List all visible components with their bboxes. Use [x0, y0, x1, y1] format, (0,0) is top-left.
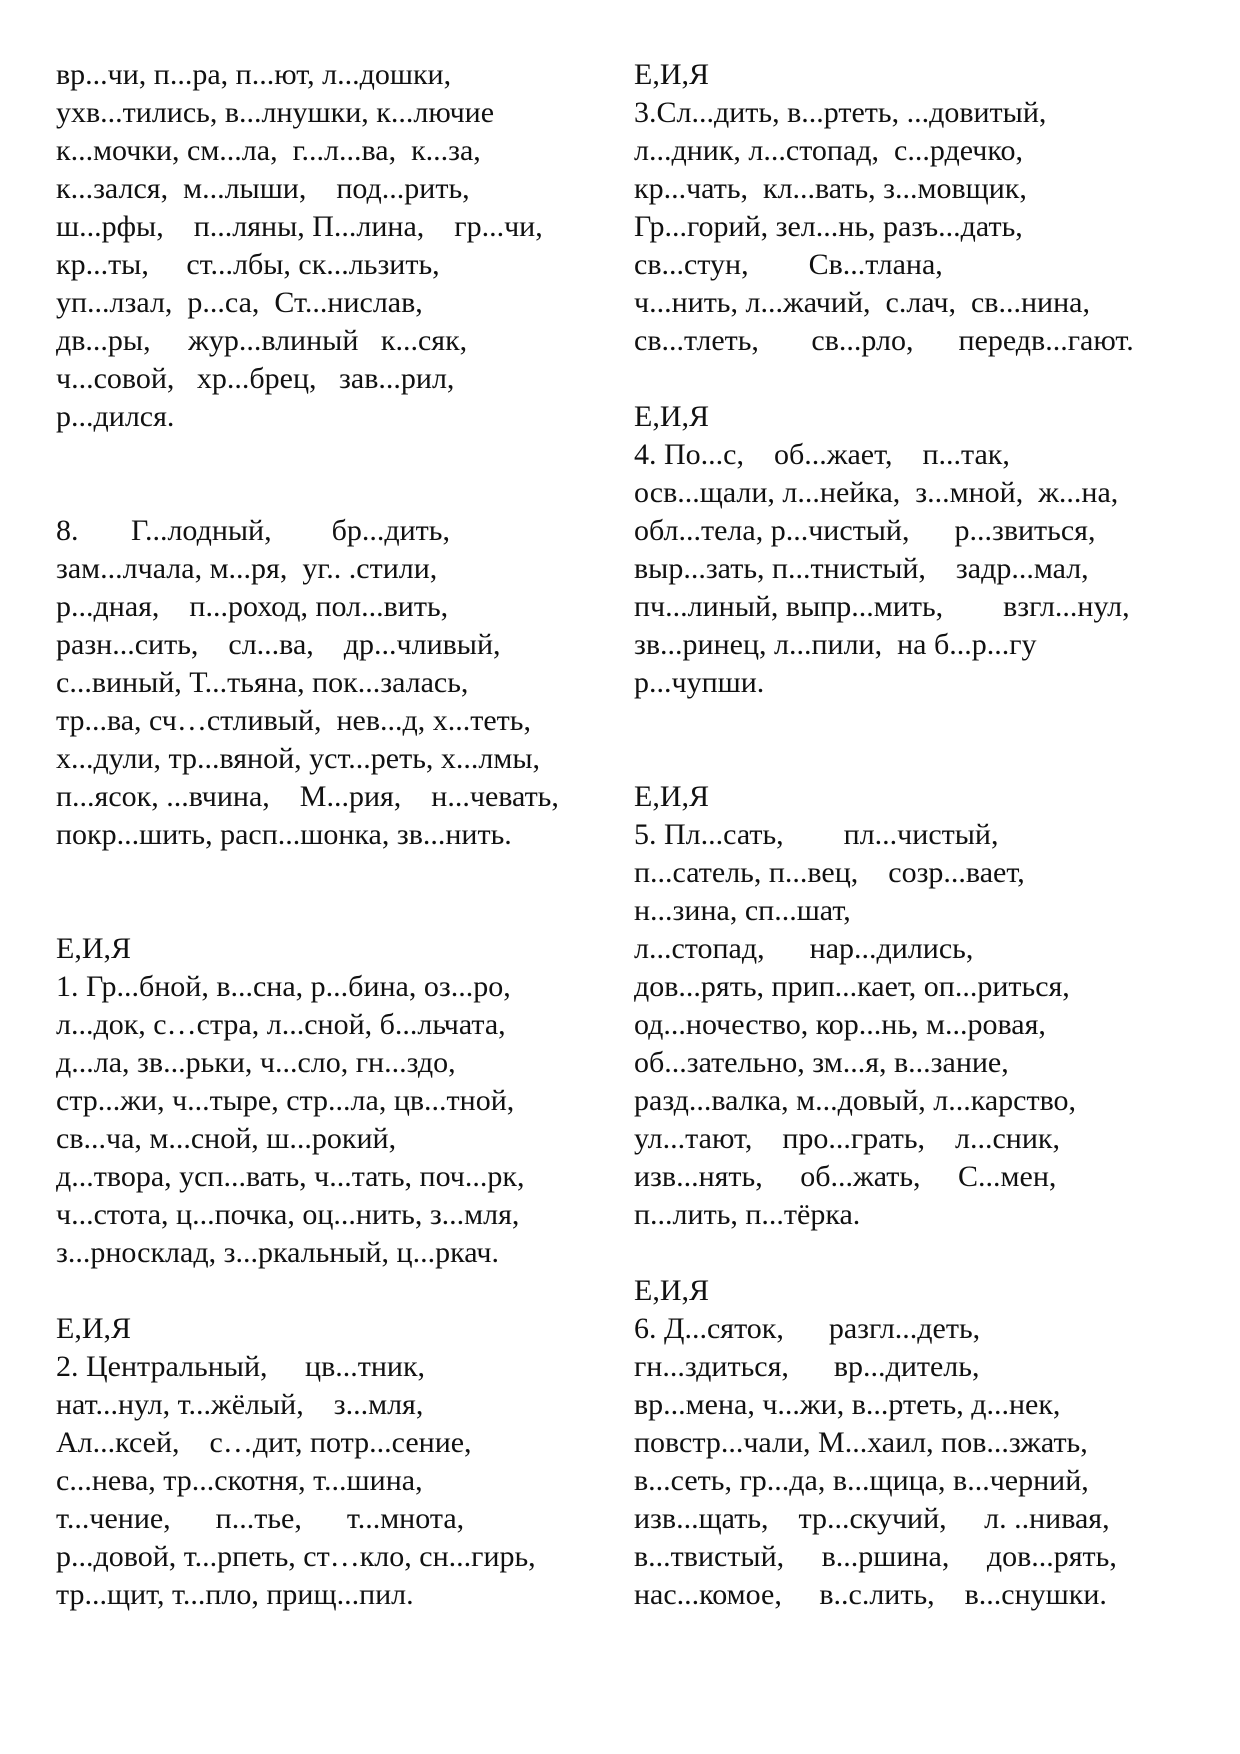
text-line: ч...совой, хр...брец, зав...рил,: [56, 362, 455, 395]
text-line: з...рносклад, з...ркальный, ц...ркач.: [56, 1236, 499, 1269]
exercise-2: [56, 1310, 616, 1614]
text-line: зам...лчала, м...ря, уг.. .стили,: [56, 552, 438, 585]
right-column: [634, 56, 1194, 1614]
text-line: 8. Г...лодный, бр...дить,: [56, 514, 450, 547]
text-line: 6. Д...сяток, разгл...деть,: [634, 1312, 981, 1345]
text-line: од...ночество, кор...нь, м...ровая,: [634, 1008, 1046, 1041]
text-line: разд...валка, м...довый, л...карство,: [634, 1084, 1077, 1117]
text-line: кр...чать, кл...вать, з...мовщик,: [634, 172, 1027, 205]
text-line: ч...стота, ц...почка, оц...нить, з...мля,: [56, 1198, 520, 1231]
text-line: к...мочки, см...ла, г...л...ва, к...за,: [56, 134, 481, 167]
text-line: Гр...горий, зел...нь, разъ...дать,: [634, 210, 1023, 243]
text-line: р...дная, п...роход, пол...вить,: [56, 590, 449, 623]
text-line: осв...щали, л...нейка, з...мной, ж...на,: [634, 476, 1119, 509]
text-line: уп...лзал, р...са, Ст...нислав,: [56, 286, 423, 319]
text-line: ч...нить, л...жачий, с.лач, св...нина,: [634, 286, 1090, 319]
text-line: ухв...тились, в...лнушки, к...лючие: [56, 96, 495, 129]
text-line: л...стопад, нар...дились,: [634, 932, 974, 965]
text-line: зв...ринец, л...пили, на б...р...гу: [634, 628, 1037, 661]
exercise-heading: Е,И,Я: [634, 780, 709, 813]
text-line: тр...ва, сч…стливый, нев...д, х...теть,: [56, 704, 531, 737]
text-line: п...лить, п...тёрка.: [634, 1198, 861, 1231]
text-line: тр...щит, т...пло, прищ...пил.: [56, 1578, 414, 1611]
text-line: изв...нять, об...жать, С...мен,: [634, 1160, 1057, 1193]
text-line: с...виный, Т...тьяна, пок...залась,: [56, 666, 469, 699]
text-line: т...чение, п...тье, т...мнота,: [56, 1502, 465, 1535]
text-line: разн...сить, сл...ва, др...чливый,: [56, 628, 501, 661]
text-line: покр...шить, расп...шонка, зв...нить.: [56, 818, 512, 851]
text-line: д...ла, зв...рьки, ч...сло, гн...здо,: [56, 1046, 456, 1079]
exercise-8: [56, 512, 616, 854]
exercise-heading: Е,И,Я: [56, 1312, 131, 1345]
exercise-heading: Е,И,Я: [56, 932, 131, 965]
exercise-3: [634, 56, 1194, 360]
text-line: 2. Центральный, цв...тник,: [56, 1350, 426, 1383]
text-line: н...зина, сп...шат,: [634, 894, 851, 927]
text-line: л...док, с…стра, л...сной, б...льчата,: [56, 1008, 506, 1041]
text-line: 3.Сл...дить, в...ртеть, ...довитый,: [634, 96, 1047, 129]
text-line: дв...ры, жур...влиный к...сяк,: [56, 324, 468, 357]
left-column: [56, 56, 616, 1614]
text-line: р...чупши.: [634, 666, 765, 699]
text-line: нат...нул, т...жёлый, з...мля,: [56, 1388, 424, 1421]
exercise-heading: Е,И,Я: [634, 58, 709, 91]
text-line: ш...рфы, п...ляны, П...лина, гр...чи,: [56, 210, 543, 243]
text-line: кр...ты, ст...лбы, ск...льзить,: [56, 248, 440, 281]
intro-exercise: [56, 56, 616, 436]
text-line: св...ча, м...сной, ш...рокий,: [56, 1122, 397, 1155]
text-line: об...зательно, зм...я, в...зание,: [634, 1046, 1009, 1079]
text-line: к...зался, м...лыши, под...рить,: [56, 172, 470, 205]
text-line: с...нева, тр...скотня, т...шина,: [56, 1464, 423, 1497]
text-line: нас...комое, в..с.лить, в...снушки.: [634, 1578, 1107, 1611]
text-line: вр...чи, п...ра, п...ют, л...дошки,: [56, 58, 452, 91]
text-line: выр...зать, п...тнистый, задр...мал,: [634, 552, 1089, 585]
text-line: Ал...ксей, с…дит, потр...сение,: [56, 1426, 472, 1459]
text-line: л...дник, л...стопад, с...рдечко,: [634, 134, 1023, 167]
text-line: п...сатель, п...вец, созр...вает,: [634, 856, 1025, 889]
exercise-4: [634, 398, 1194, 702]
text-line: стр...жи, ч...тыре, стр...ла, цв...тной,: [56, 1084, 515, 1117]
text-line: повстр...чали, М...хаил, пов...зжать,: [634, 1426, 1088, 1459]
text-line: св...стун, Св...тлана,: [634, 248, 943, 281]
text-line: х...дули, тр...вяной, уст...реть, х...лмы,: [56, 742, 541, 775]
text-line: 1. Гр...бной, в...сна, р...бина, оз...ро,: [56, 970, 511, 1003]
exercise-heading: Е,И,Я: [634, 1274, 709, 1307]
text-line: изв...щать, тр...скучий, л. ..нивая,: [634, 1502, 1110, 1535]
text-line: д...твора, усп...вать, ч...тать, поч...рк,: [56, 1160, 525, 1193]
exercise-heading: Е,И,Я: [634, 400, 709, 433]
text-line: р...довой, т...рпеть, ст…кло, сн...гирь,: [56, 1540, 536, 1573]
text-line: в...твистый, в...ршина, дов...рять,: [634, 1540, 1117, 1573]
text-line: вр...мена, ч...жи, в...ртеть, д...нек,: [634, 1388, 1061, 1421]
exercise-6: [634, 1272, 1194, 1614]
text-line: дов...рять, прип...кает, оп...риться,: [634, 970, 1070, 1003]
text-line: ул...тают, про...грать, л...сник,: [634, 1122, 1060, 1155]
text-line: св...тлеть, св...рло, передв...гают.: [634, 324, 1134, 357]
text-line: 4. По...с, об...жает, п...так,: [634, 438, 1010, 471]
text-line: п...ясок, ...вчина, М...рия, н...чевать,: [56, 780, 559, 813]
text-line: обл...тела, р...чистый, р...звиться,: [634, 514, 1096, 547]
text-line: р...дился.: [56, 400, 175, 433]
text-line: гн...здиться, вр...дитель,: [634, 1350, 980, 1383]
exercise-5: [634, 778, 1194, 1234]
text-line: пч...линый, выпр...мить, взгл...нул,: [634, 590, 1130, 623]
exercise-1: [56, 930, 616, 1272]
text-line: в...сеть, гр...да, в...щица, в...черний,: [634, 1464, 1089, 1497]
text-line: 5. Пл...сать, пл...чистый,: [634, 818, 999, 851]
